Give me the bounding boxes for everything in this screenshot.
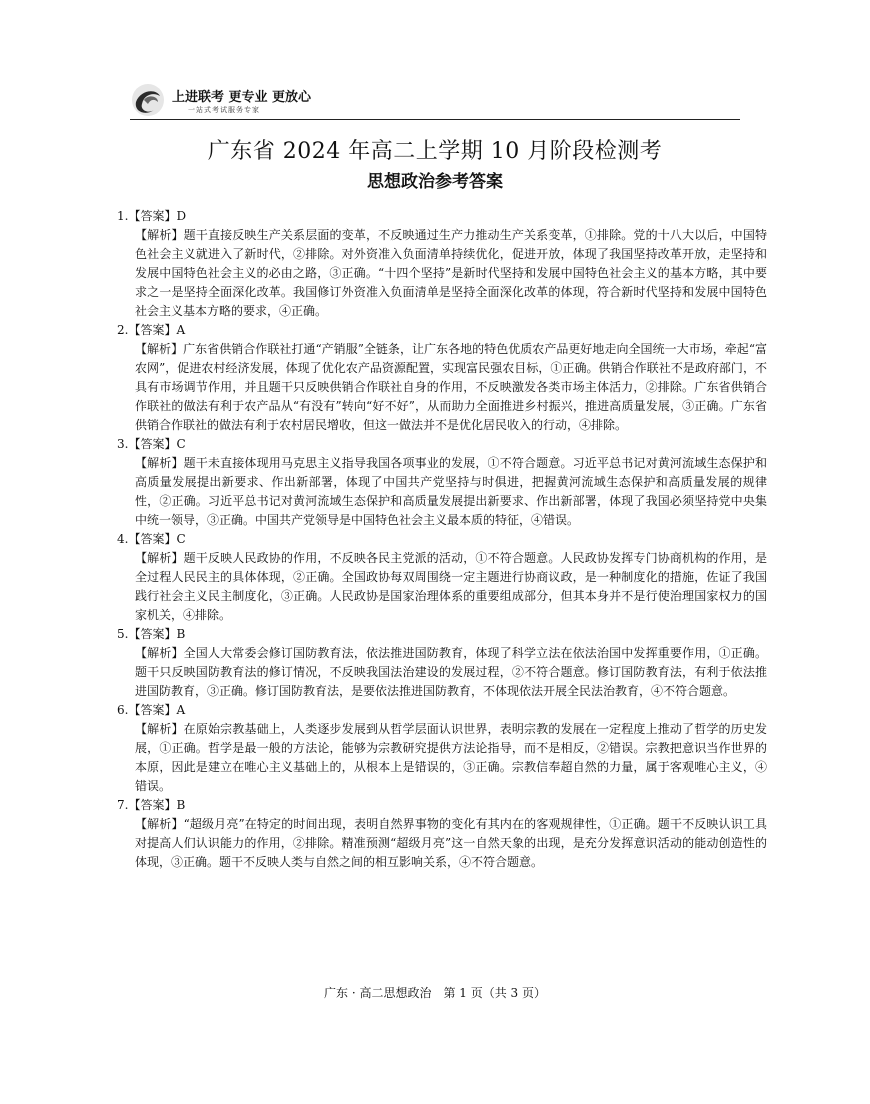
logo-subslogan: 一站式考试服务专家 [188, 106, 260, 114]
document-subtitle: 思想政治参考答案 [367, 172, 503, 192]
analysis-text: 【解析】题干反映人民政协的作用，不反映各民主党派的活动，①不符合题意。人民政协发挥专门协商机构的作用，是全过程人民民主的具体体现，②正确。全国政协每双周围绕一定主题进行协商议政，是一种制度化的措施，佐证了我国践行社会主义民主制度化，③正确。人民政协是国家治理体系的重要组成部分，但其本身并不是行使治理国家权力的国家机关，④排除。 [135, 551, 767, 622]
answer-line: 4.【答案】C [117, 532, 186, 546]
answer-line: 7.【答案】B [117, 798, 186, 812]
document-title: 广东省 2024 年高二上学期 10 月阶段检测考 [207, 139, 663, 164]
analysis-text: 【解析】广东省供销合作联社打通“产销服”全链条，让广东各地的特色优质农产品更好地走向全国统一大市场，牵起“富农网”，促进农村经济发展，体现了优化农产品资源配置，实现富民强农目标，①正确。供销合作联社不是政府部门，不具有市场调节作用，并且题干只反映供销合作联社自身的作用，不反映激发各类市场主体活力，②排除。广东省供销合作联社的做法有利于农产品从“有没有”转向“好不好”，从而助力全面推进乡村振兴，推进高质量发展，③正确。广东省供销合作联社的做法有利于农村居民增收，但这一做法并不是优化居民收入的行动，④排除。 [135, 342, 767, 432]
analysis-text: 【解析】题干未直接体现用马克思主义指导我国各项事业的发展，①不符合题意。习近平总书记对黄河流域生态保护和高质量发展提出新要求、作出新部署，体现了中国共产党坚持与时俱进，把握黄河流域生态保护和高质量发展的规律性，②正确。习近平总书记对黄河流域生态保护和高质量发展提出新要求、作出新部署，体现了我国必须坚持党中央集中统一领导，③正确。中国共产党领导是中国特色社会主义最本质的特征，④错误。 [135, 456, 767, 527]
swirl-logo-icon [130, 82, 166, 118]
question-item [117, 625, 767, 701]
answer-line: 3.【答案】C [117, 437, 186, 451]
question-item [117, 701, 767, 796]
answer-line: 5.【答案】B [117, 627, 186, 641]
analysis-text: 【解析】在原始宗教基础上，人类逐步发展到从哲学层面认识世界，表明宗教的发展在一定程度上推动了哲学的历史发展，①正确。哲学是最一般的方法论，能够为宗教研究提供方法论指导，而不是相反，②错误。宗教把意识当作世界的本原，因此是建立在唯心主义基础上的，从根本上是错误的，③正确。宗教信奉超自然的力量，属于客观唯心主义，④错误。 [135, 722, 767, 793]
question-item [117, 435, 767, 530]
analysis-text: 【解析】“超级月亮”在特定的时间出现，表明自然界事物的变化有其内在的客观规律性，①正确。题干不反映认识工具对提高人们认识能力的作用，②排除。精准预测“超级月亮”这一自然天象的出现，是充分发挥意识活动的能动创造性的体现，③正确。题干不反映人类与自然之间的相互影响关系，④不符合题意。 [135, 817, 767, 869]
logo-slogan: 上进联考 更专业 更放心 [172, 90, 312, 105]
question-item [117, 321, 767, 435]
answer-list [117, 207, 767, 872]
question-item [117, 207, 767, 321]
question-item [117, 796, 767, 872]
header-divider [130, 119, 740, 120]
analysis-text: 【解析】全国人大常委会修订国防教育法，依法推进国防教育，体现了科学立法在依法治国中发挥重要作用，①正确。题干只反映国防教育法的修订情况，不反映我国法治建设的发展过程，②不符合题意。修订国防教育法，有利于依法推进国防教育，③正确。修订国防教育法，是要依法推进国防教育，不体现依法开展全民法治教育，④不符合题意。 [135, 646, 767, 698]
question-item [117, 530, 767, 625]
answer-line: 2.【答案】A [117, 323, 186, 337]
header [130, 80, 750, 120]
page-footer: 广东 · 高二思想政治 第 1 页（共 3 页） [324, 986, 546, 1000]
answer-line: 6.【答案】A [117, 703, 186, 717]
analysis-text: 【解析】题干直接反映生产关系层面的变革，不反映通过生产力推动生产关系变革，①排除。党的十八大以后，中国特色社会主义就进入了新时代，②排除。对外资准入负面清单持续优化，促进开放，体现了我国坚持改革开放，走坚持和发展中国特色社会主义的必由之路，③正确。“十四个坚持”是新时代坚持和发展中国特色社会主义的基本方略，其中要求之一是坚持全面深化改革。我国修订外资准入负面清单是坚持全面深化改革的体现，符合新时代坚持和发展中国特色社会主义基本方略的要求，④正确。 [135, 228, 767, 318]
answer-line: 1.【答案】D [117, 209, 187, 223]
